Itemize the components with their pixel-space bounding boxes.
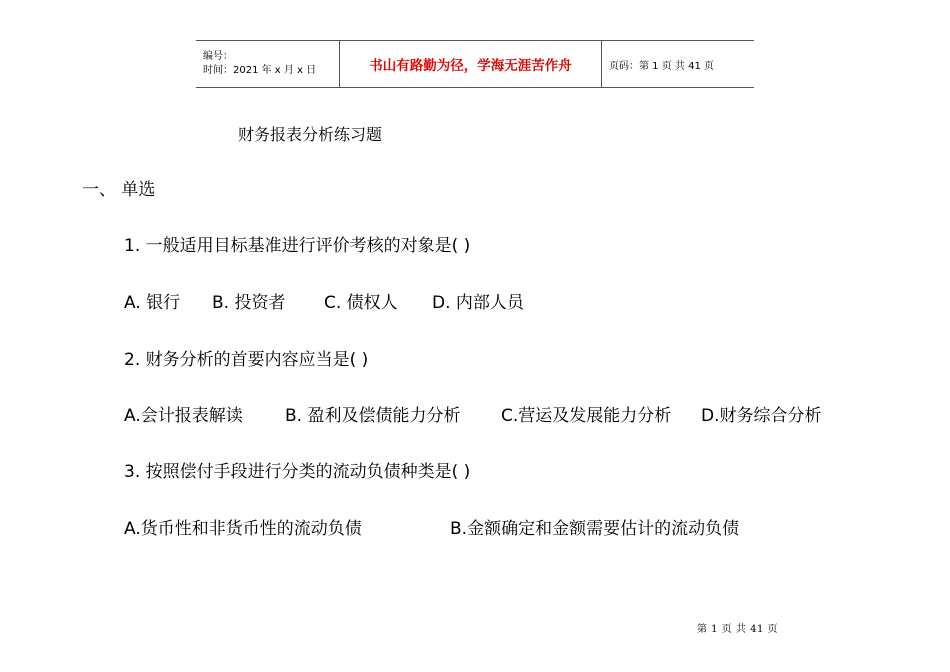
question-1-text: 1. 一般适用目标基准进行评价考核的对象是( ) [124,236,471,256]
header-motto-cell [340,41,602,87]
question-1-option-c: C. 债权人 [324,293,398,313]
header-time-label: 时间：2021 年 x 月 x 日 [203,65,317,76]
header-number-label: 编号： [203,51,233,62]
question-2-text: 2. 财务分析的首要内容应当是( ) [124,350,369,370]
question-1-option-b: B. 投资者 [212,293,286,313]
question-3-options [124,518,739,540]
question-1-options [124,292,524,314]
document-title: 财务报表分析练习题 [238,125,383,144]
header-motto: 书山有路勤为径，学海无涯苦作舟 [369,58,572,74]
section-heading: 一、 单选 [82,180,156,200]
header-meta-cell [196,41,340,87]
question-2-option-c: C.营运及发展能力分析 [501,406,672,426]
question-2-option-d: D.财务综合分析 [701,406,822,426]
question-3-option-a: A.货币性和非货币性的流动负债 [124,519,362,539]
header-page-code: 页码：第 1 页 共 41 页 [609,60,714,72]
header-page-cell [602,41,754,87]
page-footer: 第 1 页 共 41 页 [697,624,778,635]
page-header-table [196,40,754,88]
question-1-option-d: D. 内部人员 [432,293,524,313]
question-2-option-b: B. 盈利及偿债能力分析 [285,406,461,426]
question-3-option-b: B.金额确定和金额需要估计的流动负债 [450,519,740,539]
question-2-option-a: A.会计报表解读 [124,406,243,426]
question-1-option-a: A. 银行 [124,293,181,313]
question-2-options [124,405,822,427]
question-3-text: 3. 按照偿付手段进行分类的流动负债种类是( ) [124,462,471,482]
